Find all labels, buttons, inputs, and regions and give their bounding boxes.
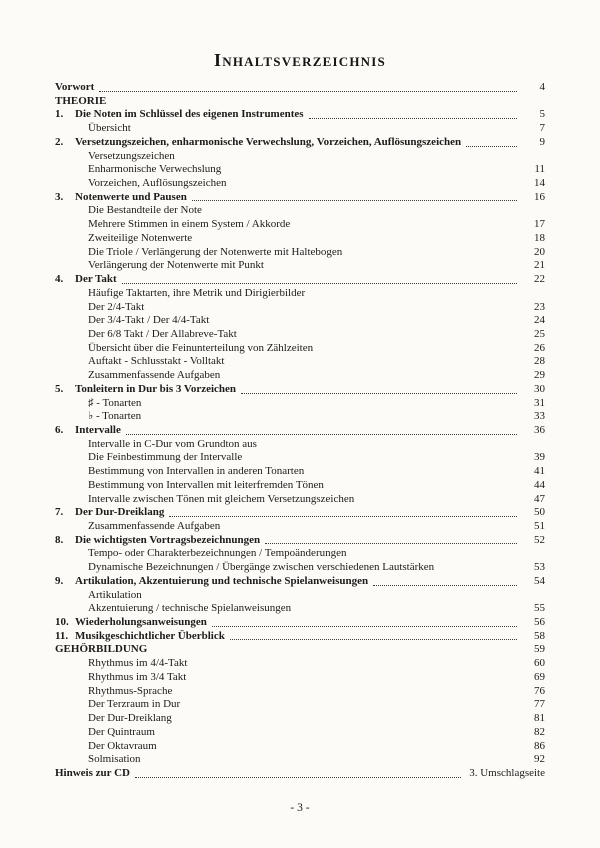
toc-entry-page: 23 bbox=[534, 300, 545, 313]
toc-entry-page: 24 bbox=[534, 314, 545, 327]
toc-entry-page: 58 bbox=[534, 629, 545, 642]
toc-entry-label: Die Bestandteile der Note bbox=[88, 204, 202, 217]
toc-entry-label: Der Quintraum bbox=[88, 725, 155, 738]
toc-entry-label: Der Terzraum in Dur bbox=[88, 698, 181, 711]
dot-leader bbox=[135, 777, 461, 778]
toc-entry-page: 18 bbox=[534, 231, 545, 244]
toc-row bbox=[55, 342, 545, 356]
toc-entry-label: Hinweis zur CD bbox=[55, 766, 130, 779]
toc-row bbox=[55, 177, 545, 191]
toc-list bbox=[55, 81, 545, 781]
toc-entry-page: 33 bbox=[534, 410, 545, 423]
toc-entry-page: 69 bbox=[534, 670, 545, 683]
toc-row bbox=[55, 671, 545, 685]
toc-row bbox=[55, 657, 545, 671]
toc-row bbox=[55, 204, 545, 218]
toc-entry-label: Wiederholungsanweisungen bbox=[75, 616, 207, 629]
toc-entry-page: 21 bbox=[534, 259, 545, 272]
toc-entry-page: 82 bbox=[534, 725, 545, 738]
toc-row bbox=[55, 616, 545, 630]
toc-entry-page: 22 bbox=[534, 273, 545, 286]
toc-entry-page: 16 bbox=[534, 190, 545, 203]
toc-entry-page: 54 bbox=[534, 574, 545, 587]
toc-entry-page: 20 bbox=[534, 245, 545, 258]
toc-entry-label: Der 6/8 Takt / Der Allabreve-Takt bbox=[88, 327, 237, 340]
toc-entry-label: THEORIE bbox=[55, 94, 107, 107]
toc-entry-label: Der 2/4-Takt bbox=[88, 300, 145, 313]
toc-row bbox=[55, 424, 545, 438]
toc-entry-label: Enharmonische Verwechslung bbox=[88, 163, 222, 176]
toc-entry-page: 50 bbox=[534, 506, 545, 519]
toc-entry-page: 5 bbox=[539, 108, 545, 121]
toc-row bbox=[55, 273, 545, 287]
toc-row bbox=[55, 547, 545, 561]
toc-row bbox=[55, 561, 545, 575]
toc-entry-number: 5. bbox=[55, 382, 64, 395]
toc-entry-label: Zweiteilige Notenwerte bbox=[88, 231, 193, 244]
toc-entry-page: 39 bbox=[534, 451, 545, 464]
toc-entry-page: 76 bbox=[534, 684, 545, 697]
toc-entry-page: 60 bbox=[534, 657, 545, 670]
toc-entry-number: 4. bbox=[55, 273, 64, 286]
toc-row bbox=[55, 451, 545, 465]
toc-row bbox=[55, 726, 545, 740]
toc-entry-page: 11 bbox=[534, 163, 545, 176]
toc-entry-label: Der Takt bbox=[75, 273, 117, 286]
toc-entry-label: Artikulation, Akzentuierung und technische Spielanweisungen bbox=[75, 574, 369, 587]
toc-entry-label: Solmisation bbox=[88, 753, 141, 766]
toc-row bbox=[55, 287, 545, 301]
toc-entry-label: Artikulation bbox=[88, 588, 142, 601]
toc-row bbox=[55, 410, 545, 424]
toc-entry-page: 55 bbox=[534, 602, 545, 615]
toc-entry-page: 44 bbox=[534, 478, 545, 491]
dot-leader bbox=[309, 118, 517, 119]
toc-entry-page: 30 bbox=[534, 382, 545, 395]
toc-row bbox=[55, 630, 545, 644]
toc-row bbox=[55, 136, 545, 150]
toc-row bbox=[55, 767, 545, 781]
toc-entry-label: Zusammenfassende Aufgaben bbox=[88, 520, 221, 532]
toc-entry-label: Mehrere Stimmen in einem System / Akkorde bbox=[88, 218, 291, 231]
toc-row bbox=[55, 643, 545, 657]
toc-entry-page: 29 bbox=[534, 369, 545, 382]
toc-entry-page: 59 bbox=[534, 643, 545, 656]
toc-entry-page: 3. Umschlagseite bbox=[469, 766, 545, 779]
toc-entry-page: 4 bbox=[539, 81, 545, 93]
toc-row bbox=[55, 493, 545, 507]
toc-entry-page: 9 bbox=[539, 135, 545, 148]
toc-row bbox=[55, 397, 545, 411]
toc-entry-number: 2. bbox=[55, 135, 64, 148]
toc-entry-page: 81 bbox=[534, 712, 545, 725]
toc-row bbox=[55, 163, 545, 177]
toc-row bbox=[55, 438, 545, 452]
toc-entry-label: Zusammenfassende Aufgaben bbox=[88, 369, 221, 382]
toc-row bbox=[55, 575, 545, 589]
toc-row bbox=[55, 232, 545, 246]
toc-row bbox=[55, 685, 545, 699]
page-title: Inhaltsverzeichnis bbox=[214, 50, 386, 70]
toc-entry-page: 7 bbox=[539, 122, 545, 135]
toc-entry-label: Übersicht über die Feinunterteilung von Zählzeiten bbox=[88, 341, 314, 354]
toc-entry-label: Intervalle bbox=[75, 423, 121, 436]
toc-row bbox=[55, 328, 545, 342]
toc-row bbox=[55, 369, 545, 383]
toc-entry-label: Musikgeschichtlicher Überblick bbox=[75, 629, 225, 642]
toc-entry-label: Häufige Taktarten, ihre Metrik und Dirigierbilder bbox=[88, 286, 306, 299]
toc-row bbox=[55, 506, 545, 520]
dot-leader bbox=[99, 91, 517, 92]
toc-entry-label: Tonleitern in Dur bis 3 Vorzeichen bbox=[75, 382, 237, 395]
toc-entry-number: 10. bbox=[55, 616, 69, 629]
toc-entry-number: 7. bbox=[55, 506, 64, 519]
dot-leader bbox=[265, 543, 517, 544]
toc-row bbox=[55, 246, 545, 260]
toc-row bbox=[55, 465, 545, 479]
toc-entry-label: Rhythmus im 4/4-Takt bbox=[88, 657, 188, 670]
toc-row bbox=[55, 301, 545, 315]
toc-entry-page: 26 bbox=[534, 341, 545, 354]
toc-row bbox=[55, 191, 545, 205]
toc-entry-label: Der Oktavraum bbox=[88, 739, 157, 752]
toc-entry-label: Intervalle zwischen Tönen mit gleichem Versetzungszeichen bbox=[88, 492, 355, 505]
toc-entry-label: Vorwort bbox=[55, 81, 95, 93]
toc-entry-page: 56 bbox=[534, 616, 545, 629]
toc-entry-number: 3. bbox=[55, 190, 64, 203]
toc-entry-label: Akzentuierung / technische Spielanweisungen bbox=[88, 602, 292, 615]
toc-entry-number: 6. bbox=[55, 423, 64, 436]
toc-entry-page: 25 bbox=[534, 327, 545, 340]
toc-entry-label: Rhythmus-Sprache bbox=[88, 684, 173, 697]
toc-entry-label: Der 3/4-Takt / Der 4/4-Takt bbox=[88, 314, 210, 327]
toc-entry-label: Tempo- oder Charakterbezeichnungen / Tempoänderungen bbox=[88, 547, 347, 560]
toc-row bbox=[55, 122, 545, 136]
toc-entry-label: Bestimmung von Intervallen mit leiterfremden Tönen bbox=[88, 478, 324, 491]
toc-entry-label: Bestimmung von Intervallen in anderen Tonarten bbox=[88, 465, 305, 478]
toc-row bbox=[55, 355, 545, 369]
toc-entry-label: Notenwerte und Pausen bbox=[75, 190, 187, 203]
toc-row bbox=[55, 602, 545, 616]
toc-row bbox=[55, 218, 545, 232]
toc-row bbox=[55, 150, 545, 164]
toc-entry-label: Der Dur-Dreiklang bbox=[88, 712, 172, 725]
toc-row bbox=[55, 479, 545, 493]
toc-entry-number: 11. bbox=[55, 629, 69, 642]
toc-row bbox=[55, 589, 545, 603]
toc-entry-label: Der Dur-Dreiklang bbox=[75, 506, 165, 519]
toc-entry-page: 52 bbox=[534, 533, 545, 546]
toc-entry-page: 28 bbox=[534, 355, 545, 368]
dot-leader bbox=[373, 585, 517, 586]
toc-entry-label: Die wichtigsten Vortragsbezeichnungen bbox=[75, 533, 261, 546]
toc-row bbox=[55, 108, 545, 122]
toc-row bbox=[55, 534, 545, 548]
toc-entry-label: Dynamische Bezeichnungen / Übergänge zwischen verschiedenen Lautstärken bbox=[88, 561, 435, 574]
toc-entry-label: Intervalle in C-Dur vom Grundton aus bbox=[88, 437, 257, 450]
toc-entry-label: Rhythmus im 3/4 Takt bbox=[88, 670, 187, 683]
toc-entry-label: Die Noten im Schlüssel des eigenen Instrumentes bbox=[75, 108, 304, 121]
toc-row bbox=[55, 740, 545, 754]
toc-entry-label: GEHÖRBILDUNG bbox=[55, 643, 148, 656]
page-number-footer: - 3 - bbox=[290, 802, 310, 814]
toc-entry-number: 9. bbox=[55, 574, 64, 587]
toc-entry-page: 92 bbox=[534, 753, 545, 766]
toc-row bbox=[55, 314, 545, 328]
toc-entry-label: Die Triole / Verlängerung der Notenwerte mit Haltebogen bbox=[88, 245, 343, 258]
toc-entry-label: ♯ - Tonarten bbox=[88, 396, 142, 409]
toc-entry-label: Die Feinbestimmung der Intervalle bbox=[88, 451, 243, 464]
toc-entry-page: 77 bbox=[534, 698, 545, 711]
toc-row bbox=[55, 259, 545, 273]
toc-entry-page: 41 bbox=[534, 465, 545, 478]
dot-leader bbox=[122, 283, 517, 284]
toc-row bbox=[55, 698, 545, 712]
toc-entry-label: Auftakt - Schlusstakt - Volltakt bbox=[88, 355, 225, 368]
toc-entry-page: 31 bbox=[534, 396, 545, 409]
toc-entry-page: 86 bbox=[534, 739, 545, 752]
toc-row bbox=[55, 712, 545, 726]
toc-row bbox=[55, 81, 545, 95]
dot-leader bbox=[212, 626, 517, 627]
toc-entry-number: 8. bbox=[55, 533, 64, 546]
toc-entry-label: Versetzungszeichen bbox=[88, 149, 175, 162]
toc-entry-page: 53 bbox=[534, 561, 545, 574]
toc-entry-label: ♭ - Tonarten bbox=[88, 410, 142, 423]
toc-entry-page: 17 bbox=[534, 218, 545, 231]
dot-leader bbox=[466, 146, 517, 147]
dot-leader bbox=[241, 393, 517, 394]
toc-entry-number: 1. bbox=[55, 108, 64, 121]
dot-leader bbox=[126, 434, 517, 435]
toc-entry-page: 51 bbox=[534, 520, 545, 532]
toc-row bbox=[55, 95, 545, 109]
toc-entry-page: 36 bbox=[534, 423, 545, 436]
dot-leader bbox=[192, 200, 517, 201]
toc-row bbox=[55, 520, 545, 534]
toc-entry-label: Übersicht bbox=[88, 122, 131, 135]
toc-row bbox=[55, 383, 545, 397]
toc-entry-page: 47 bbox=[534, 492, 545, 505]
toc-row bbox=[55, 753, 545, 767]
toc-entry-label: Verlängerung der Notenwerte mit Punkt bbox=[88, 259, 264, 272]
toc-entry-page: 14 bbox=[534, 177, 545, 190]
dot-leader bbox=[230, 639, 517, 640]
dot-leader bbox=[169, 516, 517, 517]
toc-entry-label: Versetzungszeichen, enharmonische Verwechslung, Vorzeichen, Auflösungszeichen bbox=[75, 135, 462, 148]
toc-entry-label: Vorzeichen, Auflösungszeichen bbox=[88, 177, 227, 190]
